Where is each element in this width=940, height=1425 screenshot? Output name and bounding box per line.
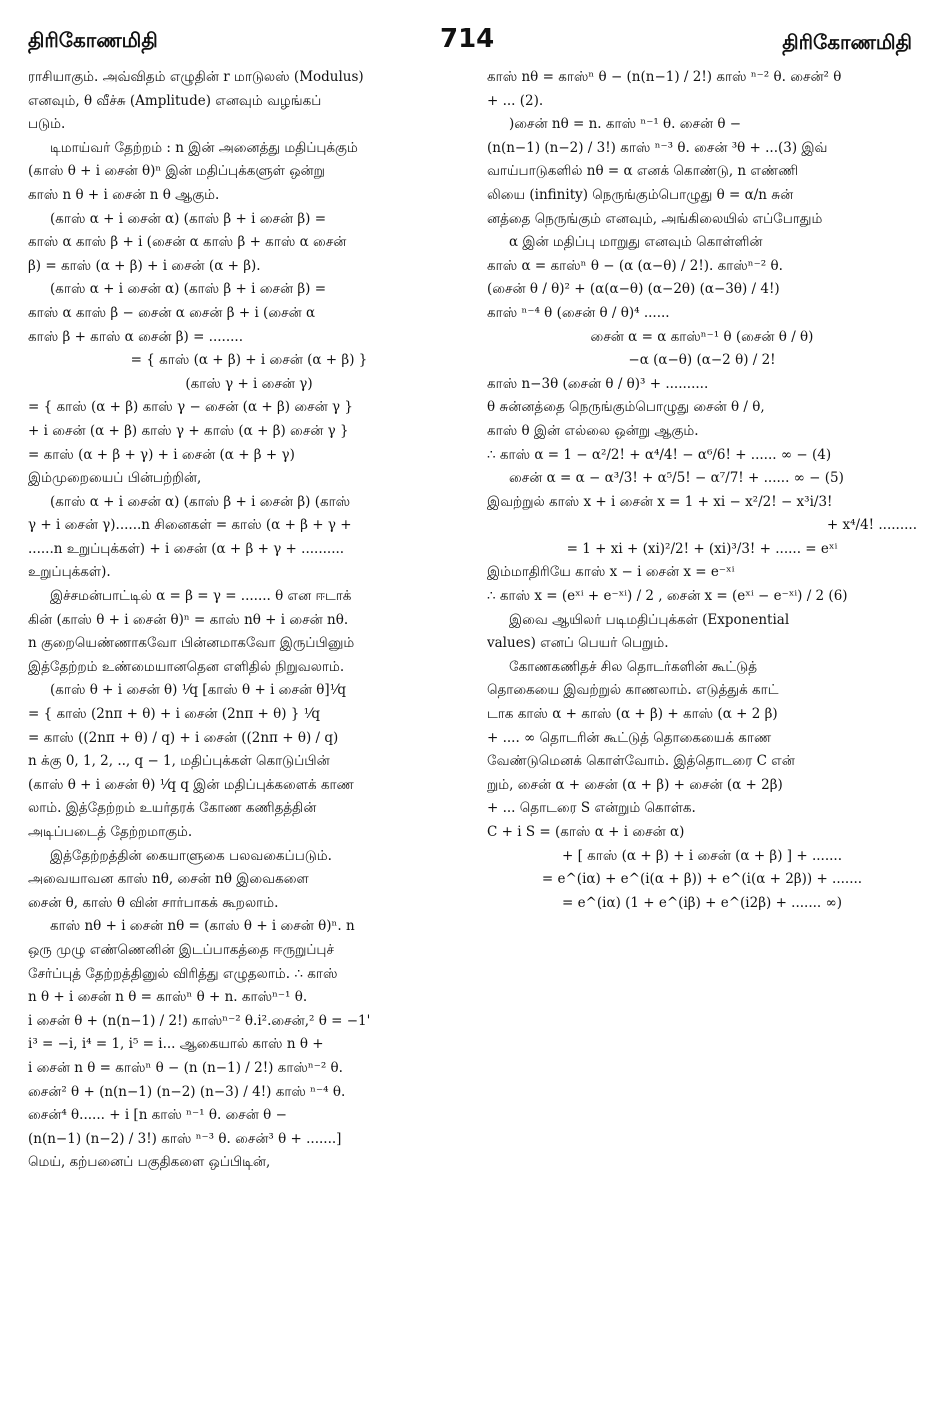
text-line: காஸ் ⁿ⁻⁴ θ (சைன் θ / θ)⁴ ...... [487,304,670,321]
text-line: காஸ் β + காஸ் α சைன் β) = ........ [28,328,243,345]
text-line: காஸ் nθ + i சைன் nθ = (காஸ் θ + i சைன் θ)ⁿ. n [50,918,355,935]
text-line: = காஸ் ((2nπ + θ) / q) + i சைன் ((2nπ + θ) / q) [28,729,339,746]
page-number: 714 [440,24,495,54]
text-line: = { காஸ் (α + β) + i சைன் (α + β) } [130,352,368,369]
text-line: + x⁴/4! ......... [826,517,917,534]
text-line: சேர்ப்புத் தேற்றத்தினுல் விரித்து எழுதலாம். ∴ காஸ் [28,965,338,982]
text-line: அவையாவன காஸ் nθ, சைன் nθ இவைகளை [28,871,309,888]
text-line: + ... தொடரை S என்றும் கொள்க. [487,800,696,817]
text-line: n θ + i சைன் n θ = காஸ்ⁿ θ + n. காஸ்ⁿ⁻¹ θ. [28,989,308,1006]
text-line: இம்மாதிரியே காஸ் x − i சைன் x = e⁻ˣⁱ [487,564,735,581]
text-line: டிமாய்வர் தேற்றம் : n இன் அனைத்து மதிப்புக்கும் [50,139,358,156]
text-line: லியை (infinity) நெருங்கும்பொழுது θ = α/n சுன் [487,186,794,203]
text-line: எனவும், θ வீச்சு (Amplitude) எனவும் வழங்கப் [28,92,322,109]
left-column [28,66,470,1175]
text-line: வாய்பாடுகளில் nθ = α எனக் கொண்டு, n எண்ணி [487,163,799,180]
text-line: γ + i சைன் γ)......n சினைகள் = காஸ் (α + β + γ + [28,517,352,534]
text-line: லாம். இத்தேற்றம் உயர்தரக் கோண கணிதத்தின் [28,800,317,817]
text-line: = e^(iα) + e^(i(α + β)) + e^(i(α + 2β)) + ....... [541,871,863,888]
text-line: மெய், கற்பனைப் பகுதிகளை ஒப்பிடின், [28,1154,271,1171]
text-line: ∴ காஸ் α = 1 − α²/2! + α⁴/4! − α⁶/6! + ...... ∞ − (4) [487,446,832,463]
text-line: (காஸ் θ + i சைன் θ) ¹⁄q [காஸ் θ + i சைன் θ]¹⁄q [50,682,347,699]
text-line: = 1 + xi + (xi)²/2! + (xi)³/3! + ...... = eˣⁱ [566,540,838,557]
text-line: இத்தேற்றம் உண்மையானதென எளிதில் நிறுவலாம். [28,658,345,675]
text-line: உறுப்புக்கள்). [28,564,111,581]
text-line: (காஸ் γ + i சைன் γ) [185,375,313,392]
text-line: இத்தேற்றத்தின் கையாளுகை பலவகைப்படும். [50,847,332,864]
text-line: இம்முறையைப் பின்பற்றின், [28,470,202,487]
text-line: (காஸ் α + i சைன் α) (காஸ் β + i சைன் β) = [50,210,327,227]
text-line: = { காஸ் (2nπ + θ) + i சைன் (2nπ + θ) } ¹⁄q [28,706,321,723]
text-line: ......n உறுப்புக்கள்) + i சைன் (α + β + γ + .......... [28,540,345,557]
text-line: காஸ் α = காஸ்ⁿ θ − (α (α−θ) / 2!). காஸ்ⁿ⁻² θ. [487,257,783,274]
text-line: values) எனப் பெயர் பெறும். [487,635,669,652]
text-line: β) = காஸ் (α + β) + i சைன் (α + β). [28,257,261,274]
text-line: காஸ் α காஸ் β + i (சைன் α காஸ் β + காஸ் α சைன் [28,234,347,251]
text-line: + ... (2). [487,92,544,109]
text-line: + i சைன் (α + β) காஸ் γ + காஸ் (α + β) சைன் γ } [28,422,349,439]
text-line: இச்சமன்பாட்டில் α = β = γ = ....... θ என ஈடாக் [50,588,352,605]
text-line: காஸ் θ இன் எல்லை ஒன்று ஆகும். [487,422,699,439]
text-line: இவற்றுல் காஸ் x + i சைன் x = 1 + xi − x²/2! − x³i/3! [487,493,833,510]
text-line: (காஸ் θ + i சைன் θ) ¹⁄q q இன் மதிப்புக்களைக் காண [28,776,354,793]
text-line: டாக காஸ் α + காஸ் (α + β) + காஸ் (α + 2 β) [487,706,778,723]
text-line: (n(n−1) (n−2) / 3!) காஸ் ⁿ⁻³ θ. சைன்³ θ + .......] [28,1130,342,1147]
text-line: n குறையெண்ணாகவோ பின்னமாகவோ இருப்பினும் [28,635,355,652]
right-column [487,66,917,915]
text-line: காஸ் n θ + i சைன் n θ ஆகும். [28,186,220,203]
text-line: + [ காஸ் (α + β) + i சைன் (α + β) ] + ....... [562,847,842,864]
text-line: படும். [28,116,66,133]
text-line: −α (α−θ) (α−2 θ) / 2! [628,352,776,369]
text-line: (சைன் θ / θ)² + (α(α−θ) (α−2θ) (α−3θ) / 4!) [487,281,780,298]
text-line: சைன் θ, காஸ் θ வின் சார்பாகக் கூறலாம். [28,894,279,911]
text-line: காஸ் nθ = காஸ்ⁿ θ − (n(n−1) / 2!) காஸ் ⁿ⁻² θ. சைன்² θ [487,69,842,85]
text-line: (காஸ் α + i சைன் α) (காஸ் β + i சைன் β) = [50,281,327,298]
header-title-right: திரிகோணமிதி [782,30,912,54]
text-line: சைன்⁴ θ...... + i [n காஸ் ⁿ⁻¹ θ. சைன் θ − [28,1107,287,1124]
text-line: னத்தை நெருங்கும் எனவும், அங்கிலையில் எப்போதும் [487,210,823,227]
text-line: = { காஸ் (α + β) காஸ் γ − சைன் (α + β) சைன் γ } [28,399,353,416]
text-line: இவை ஆயிலர் படிமதிப்புக்கள் (Exponential [509,611,790,628]
text-line: = காஸ் (α + β + γ) + i சைன் (α + β + γ) [28,446,295,463]
text-line: (காஸ் θ + i சைன் θ)ⁿ இன் மதிப்புக்களுள் ஒன்று [28,163,325,180]
text-line: = e^(iα) (1 + e^(iβ) + e^(i2β) + ....... ∞) [561,894,843,911]
text-line: வேண்டுமெனக் கொள்வோம். இத்தொடரை C என் [487,753,795,770]
text-line: i சைன் n θ = காஸ்ⁿ θ − (n (n−1) / 2!) காஸ்ⁿ⁻² θ. [28,1059,343,1076]
text-line: θ சுன்னத்தை நெருங்கும்பொழுது சைன் θ / θ, [487,399,765,416]
text-line: ∴ காஸ் x = (eˣⁱ + e⁻ˣⁱ) / 2 , சைன் x = (eˣⁱ − e⁻ˣⁱ) / 2 (6) [487,588,848,605]
text-line: C + i S = (காஸ் α + i சைன் α) [487,824,685,840]
page-header [0,0,940,62]
text-line: i சைன் θ + (n(n−1) / 2!) காஸ்ⁿ⁻² θ.i².சைன்,² θ = −1' [28,1012,371,1029]
text-line: காஸ் α காஸ் β − சைன் α சைன் β + i (சைன் α [28,304,316,321]
text-line: n க்கு 0, 1, 2, .., q − 1, மதிப்புக்கள் கொடுப்பின் [28,753,330,770]
text-line: காஸ் n−3θ (சைன் θ / θ)³ + .......... [487,375,709,392]
text-line: றும், சைன் α + சைன் (α + β) + சைன் (α + 2β) [487,776,783,793]
text-line: சைன்² θ + (n(n−1) (n−2) (n−3) / 4!) காஸ் ⁿ⁻⁴ θ. [28,1083,346,1100]
text-line: கோணகணிதச் சில தொடர்களின் கூட்டுத் [509,658,758,675]
text-line: கின் (காஸ் θ + i சைன் θ)ⁿ = காஸ் nθ + i சைன் nθ. [28,611,349,628]
header-title-left: திரிகோணமிதி [28,28,158,52]
text-line: அடிப்படைத் தேற்றமாகும். [28,824,193,840]
text-line: சைன் α = α − α³/3! + α⁵/5! − α⁷/7! + ...... ∞ − (5) [509,470,844,487]
text-line: தொகையை இவற்றுல் காணலாம். எடுத்துக் காட் [487,682,779,699]
text-line: (காஸ் α + i சைன் α) (காஸ் β + i சைன் β) (காஸ் [50,493,351,510]
text-line: ஒரு முழு எண்ணெனின் இடப்பாகத்தை ஈருறுப்புச் [28,941,334,958]
text-line: (n(n−1) (n−2) / 3!) காஸ் ⁿ⁻³ θ. சைன் ³θ + ...(3) இவ் [487,139,828,156]
text-line: + .... ∞ தொடரின் கூட்டுத் தொகையைக் காண [487,729,772,746]
text-line: ராசியாகும். அவ்விதம் எழுதின் r மாடுலஸ் (Modulus) [28,69,364,85]
text-line: சைன் α = α காஸ்ⁿ⁻¹ θ (சைன் θ / θ) [590,328,814,345]
text-line: )சைன் nθ = n. காஸ் ⁿ⁻¹ θ. சைன் θ − [509,116,742,133]
text-line: i³ = −i, i⁴ = 1, i⁵ = i... ஆகையால் காஸ் n θ + [28,1036,324,1053]
text-line: α இன் மதிப்பு மாறுது எனவும் கொள்ளின் [509,234,763,251]
